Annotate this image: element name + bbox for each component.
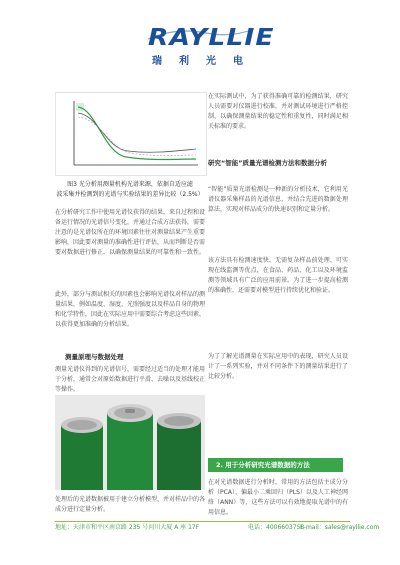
right-paragraph-1: 在实际测试中，为了获得准确可靠的检测结果，研究人员需要对仪器进行校准，并对测试环境进行严格控制，以确保测量结果的稳定性和重复性，同时满足相关标准的要求。 xyxy=(208,93,348,130)
cans-illustration xyxy=(55,395,205,490)
left-paragraph-2: 此外，部分与测试相关的因素也会影响光谱仪对样品的测量结果，例如温度、湿度、光照强度以及样品自身的物理和化学特性，因此在实际应用中需要综合考虑这些因素，以获得更加准确的分析结果。 xyxy=(55,291,206,328)
beverage-cans-photo xyxy=(55,395,205,490)
can-right xyxy=(157,413,201,490)
can-left xyxy=(61,417,103,490)
left-heading-2: 测量原理与数据处理 xyxy=(65,353,124,361)
footer-address: 地址：天津市和平区南京路 235 号河川大厦 A 座 17F xyxy=(55,524,200,531)
left-paragraph-1: 在分析研究工作中使用光谱仪获得的结果，来自过程和设备运行情况的光谱信号变化，并通过合成方法获得，需要注意的是光谱仪所在的环境因素往往对测量结果产生重要影响，因此要对测量的准确性进行评估，从而判断是否需要对数据进行修正，以确保测量结果的可靠性和一致性。 xyxy=(55,209,206,256)
right-paragraph-5: 在对光谱数据进行分析时，常用的方法包括主成分分析（PCA）、偏最小二乘回归（PLS）以及人工神经网络（ANN）等，这些方法可以有效地提取光谱中的有用信息。 xyxy=(208,479,348,516)
brand-subtitle: 瑞利光电 xyxy=(152,56,260,67)
figure-caption-line1: 图3 光分析用测量机构光谱来源，依据自适应滤 xyxy=(67,181,193,188)
figure-caption xyxy=(55,180,205,200)
figure-caption-line2: 波采集并检测到的光谱与实验结果的差异比较（2.5%） xyxy=(56,191,204,198)
footer-divider xyxy=(55,521,350,522)
section-bar-title: 2. 用于分析研究光谱数据的方法 xyxy=(216,461,310,469)
can-middle xyxy=(107,404,153,490)
right-paragraph-3: 该方法具有检测速度快、无需复杂样品前处理、可实现在线监测等优点，在食品、药品、化工以及环境监测等领域具有广泛的应用前景。为了进一步提高检测的准确性，还需要对模型进行持续优化和验证。 xyxy=(208,257,348,294)
right-heading-1: 研究“智能”质量光谱检测方法和数据分析 xyxy=(208,159,328,167)
brand-name: RAYLLIE xyxy=(148,25,275,51)
brand-logo xyxy=(148,25,275,67)
spectrum-figure xyxy=(55,92,207,176)
spectrum-curve-grey xyxy=(78,113,196,152)
spectrum-chart xyxy=(56,93,206,175)
footer-email[interactable]: E-mail：sales@rayllie.com xyxy=(300,524,380,531)
page-header xyxy=(0,0,400,80)
right-paragraph-2: “智能”质量光谱检测是一种新的分析技术，它利用光谱仪器采集样品的光谱信息，并结合先进的数据处理算法，实现对样品成分的快速识别和定量分析。 xyxy=(208,186,348,213)
right-paragraph-4: 为了了解光谱测量在实际应用中的表现，研究人员设计了一系列实验，并对不同条件下的测量结果进行了比较分析。 xyxy=(208,353,348,380)
left-paragraph-4: 处理后的光谱数据被用于建立分析模型，并对样品中的各成分进行定量分析。 xyxy=(55,496,205,513)
left-paragraph-3: 测量光谱仪得到的光谱信号，需要经过适当的处理才能用于分析，通常会对原始数据进行平滑、去噪以及基线校正等操作。 xyxy=(55,366,205,393)
footer-phone: 电话：4006603758 xyxy=(248,524,305,531)
section-bar xyxy=(208,458,343,472)
